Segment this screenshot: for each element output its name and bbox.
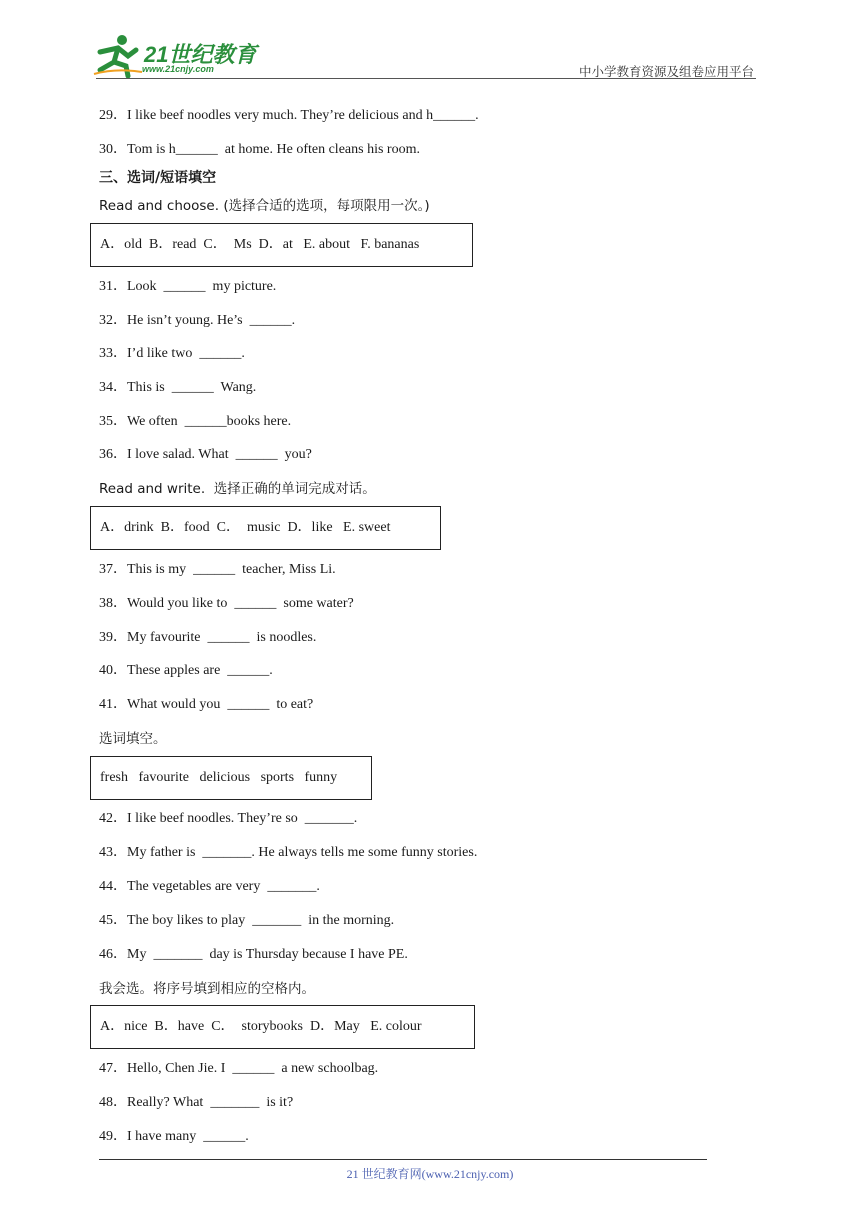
question-35: 35．We often ______books here.: [99, 414, 292, 429]
question-38: 38．Would you like to ______ some water?: [99, 596, 354, 611]
runner-logo-icon: [92, 34, 144, 78]
header-divider: [96, 78, 756, 79]
question-45: 45．The boy likes to play _______ in the morning.: [99, 913, 395, 928]
question-36: 36．I love salad. What ______ you?: [99, 447, 312, 462]
question-41: 41．What would you ______ to eat?: [99, 697, 314, 712]
part4-options-box: A．nice B．have C． storybooks D．May E. colour: [90, 1005, 475, 1049]
question-48: 48．Really? What _______ is it?: [99, 1095, 294, 1110]
part4-instruction: 我会选。将序号填到相应的空格内。: [99, 981, 315, 997]
question-34: 34．This is ______ Wang.: [99, 380, 257, 395]
question-33: 33．I’d like two ______.: [99, 346, 245, 361]
platform-title: 中小学教育资源及组卷应用平台: [578, 64, 754, 79]
question-47: 47．Hello, Chen Jie. I ______ a new schoolbag.: [99, 1061, 379, 1076]
question-49: 49．I have many ______.: [99, 1129, 249, 1144]
logo-url: www.21cnjy.com: [142, 64, 214, 74]
question-30: 30．Tom is h______ at home. He often cleans his room.: [99, 142, 420, 157]
question-43: 43．My father is _______. He always tells me some funny stories.: [99, 845, 478, 860]
part2-options-box: A．drink B．food C． music D．like E. sweet: [90, 506, 441, 550]
question-29: 29．I like beef noodles very much. They’re delicious and h______.: [99, 108, 479, 123]
part3-instruction: 选词填空。: [99, 731, 167, 747]
part2-instruction: Read and write. 选择正确的单词完成对话。: [99, 481, 376, 497]
question-44: 44．The vegetables are very _______.: [99, 879, 320, 894]
footer-divider: [99, 1159, 707, 1160]
question-46: 46．My _______ day is Thursday because I have PE.: [99, 947, 408, 962]
question-40: 40．These apples are ______.: [99, 663, 273, 678]
question-31: 31．Look ______ my picture.: [99, 279, 277, 294]
section-title: 三、选词/短语填空: [99, 170, 217, 186]
logo-text: 21世纪教育: [144, 42, 257, 67]
part1-instruction: Read and choose. (选择合适的选项，每项限用一次。): [99, 198, 430, 214]
page-header: [0, 0, 860, 80]
question-37: 37．This is my ______ teacher, Miss Li.: [99, 562, 336, 577]
question-42: 42．I like beef noodles. They’re so _______.: [99, 811, 358, 826]
part1-options-box: A．old B．read C． Ms D．at E. about F. bananas: [90, 223, 473, 267]
site-logo[interactable]: [92, 34, 262, 78]
part3-options-box: fresh favourite delicious sports funny: [90, 756, 372, 800]
footer-link[interactable]: 21 世纪教育网(www.21cnjy.com): [346, 1167, 514, 1181]
question-39: 39．My favourite ______ is noodles.: [99, 630, 317, 645]
question-32: 32．He isn’t young. He’s ______.: [99, 313, 296, 328]
